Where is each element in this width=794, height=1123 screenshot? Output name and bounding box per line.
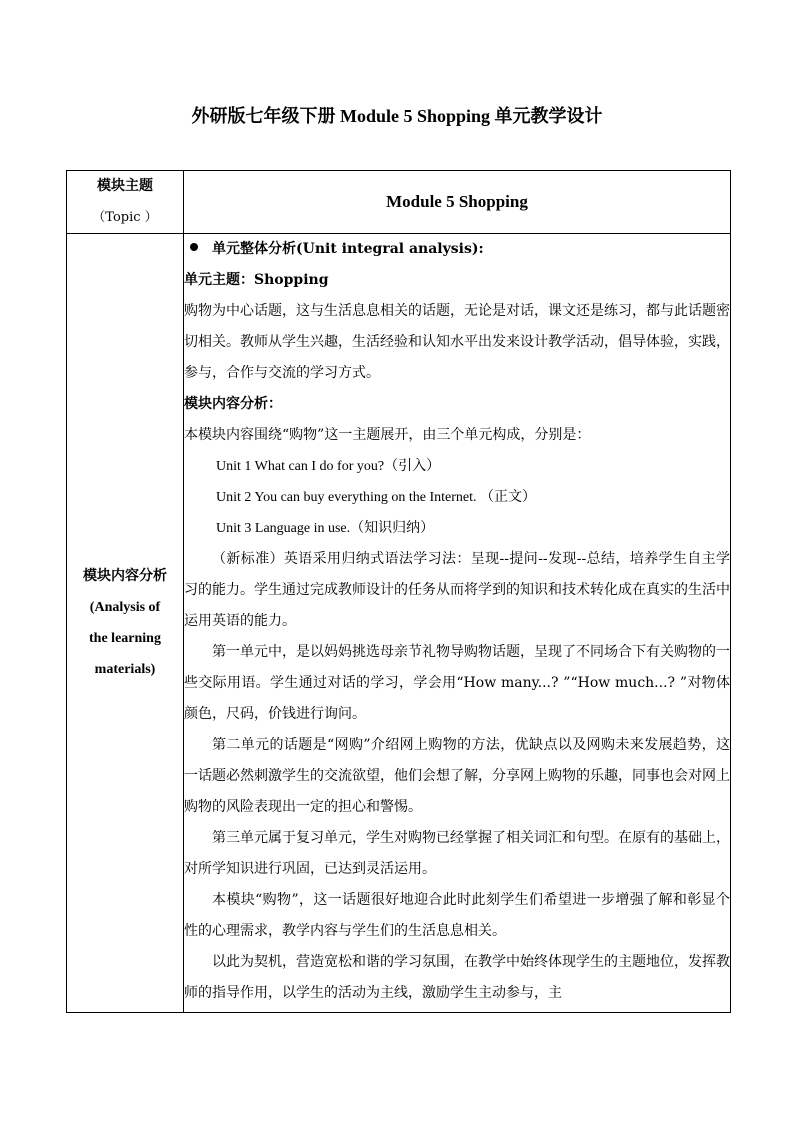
section-heading (184, 234, 730, 265)
analysis-label-en-line-3: materials) (94, 662, 156, 677)
paragraph-method: （新标准）英语采用归纳式语法学习法：呈现--提问--发现--总结，培养学生自主学习的能力。学生通过完成教师设计的任务从而将学到的知识和技术转化成在真实的生活中运用英语的能力。 (184, 551, 730, 629)
topic-label-en: （Topic ） (92, 210, 158, 225)
module-title: Module 5 Shopping (386, 192, 528, 211)
analysis-row (67, 234, 731, 1013)
unit-line-3: Unit 3 Language in use.（知识归纳） (216, 521, 435, 536)
paragraph-teaching-approach: 以此为契机，营造宽松和谐的学习氛围，在教学中始终体现学生的主题地位，发挥教师的指导作用，以学生的活动为主线，激励学生主动参与，主 (184, 954, 730, 1001)
content-heading: 模块内容分析： (184, 396, 282, 412)
paragraph-unit-2: 第二单元的话题是“网购”介绍网上购物的方法，优缺点以及网购未来发展趋势，这一话题必然刺激学生的交流欲望，他们会想了解，分享网上购物的乐趣，同事也会对网上购物的风险表现出一定的担心和警惕。 (184, 737, 730, 815)
paragraph-unit-3: 第三单元属于复习单元，学生对购物已经掌握了相关词汇和句型。在原有的基础上，对所学知识进行巩固，已达到灵活运用。 (184, 830, 730, 877)
paragraph-module-summary: 本模块“购物”，这一话题很好地迎合此时此刻学生们希望进一步增强了解和彰显个性的心理需求，教学内容与学生们的生活息息相关。 (184, 892, 730, 939)
theme-paragraph: 购物为中心话题，这与生活息息相关的话题，无论是对话，课文还是练习，都与此话题密切相关。教师从学生兴趣，生活经验和认知水平出发来设计教学活动，倡导体验，实践，参与，合作与交流的学习方式。 (184, 303, 730, 381)
theme-heading: 单元主题：Shopping (184, 272, 329, 288)
analysis-label-zh: 模块内容分析 (83, 568, 167, 584)
analysis-label-en-line-1: (Analysis of (89, 600, 161, 615)
topic-label-cell (67, 171, 184, 234)
content-intro: 本模块内容围绕“购物”这一主题展开，由三个单元构成，分别是： (184, 427, 591, 443)
analysis-label-cell (67, 234, 184, 1013)
section-heading-text: 单元整体分析(Unit integral analysis): (212, 241, 484, 257)
analysis-content-cell (184, 234, 731, 1013)
module-title-cell (184, 171, 731, 234)
topic-label-zh: 模块主题 (97, 178, 153, 194)
unit-line-1: Unit 1 What can I do for you?（引入） (216, 459, 441, 474)
bullet-icon (190, 243, 198, 251)
topic-row (67, 171, 731, 234)
document-title: 外研版七年级下册 Module 5 Shopping 单元教学设计 (191, 106, 603, 126)
lesson-design-table (66, 170, 731, 1013)
analysis-label-en-line-2: the learning (89, 631, 161, 646)
paragraph-unit-1: 第一单元中，是以妈妈挑选母亲节礼物导购物话题，呈现了不同场合下有关购物的一些交际用语。学生通过对话的学习，学会用“How many...? ”“How much...? ”对物体颜色，尺码，价钱进行询问。 (184, 644, 730, 722)
unit-line-2: Unit 2 You can buy everything on the Internet. （正文） (216, 490, 537, 505)
